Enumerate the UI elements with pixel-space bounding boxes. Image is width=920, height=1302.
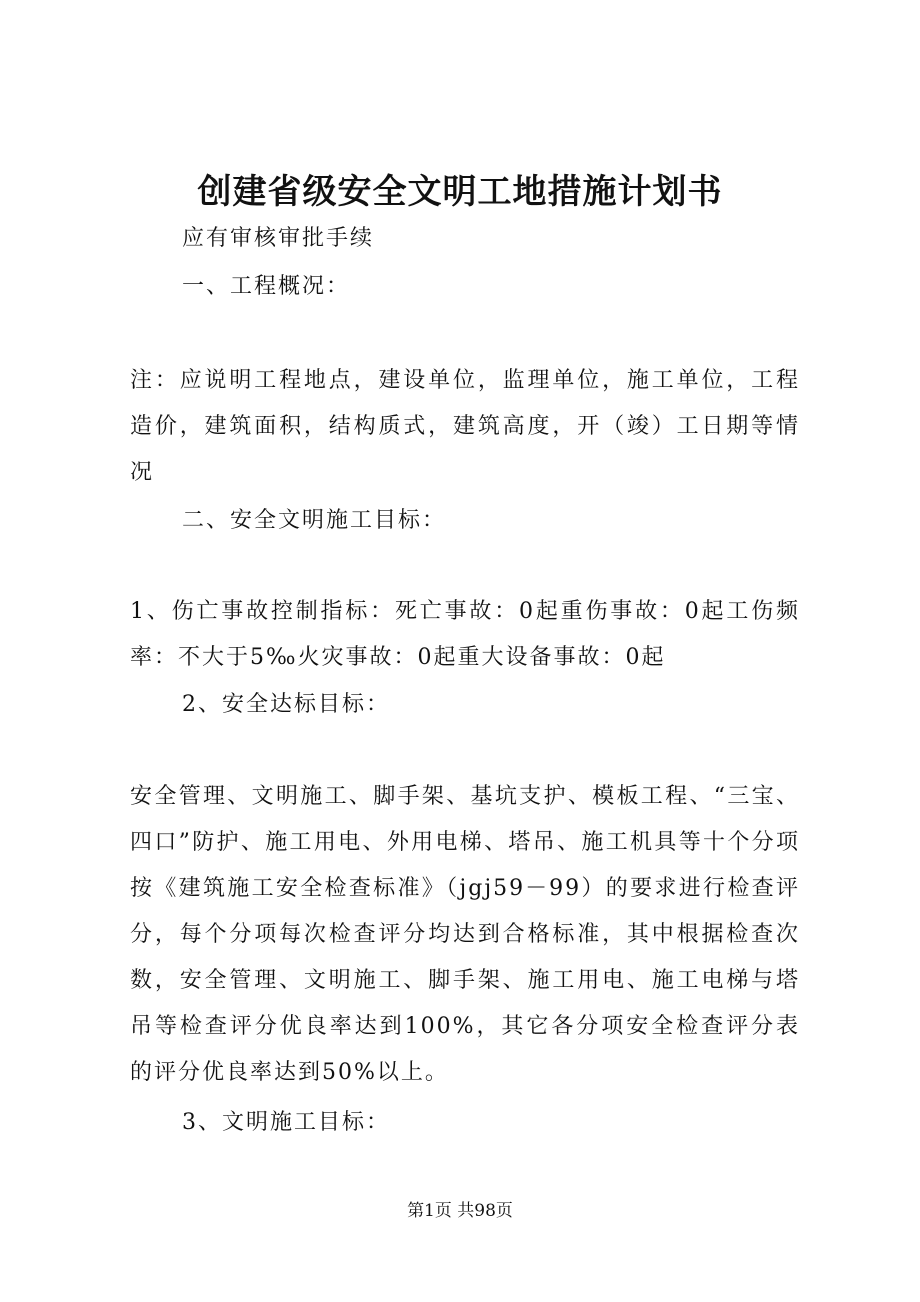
section2-heading: 二、安全文明施工目标： (182, 508, 447, 533)
item3-heading: 3、文明施工目标： (182, 1110, 390, 1135)
page-indicator: 第1页 共98页 (407, 1201, 513, 1221)
item2-text: 安全管理、文明施工、脚手架、基坑支护、模板工程、“三宝、四口”防护、施工用电、外用电梯、塔吊、施工机具等十个分项按《建筑施工安全检查标准》（jgj59－99）的要求进行检查评分，每个分项每次检查评分均达到合格标准，其中根据检查次数，安全管理、文明施工、脚手架、施工用电、施工电梯与塔吊等检查评分优良率达到100%，其它各分项安全检查评分表的评分优良率达到50%以上。 (130, 784, 800, 1085)
item1-text: 1、伤亡事故控制指标：死亡事故：0起重伤事故：0起工伤频率：不大于5‰火灾事故：0起重大设备事故：0起 (130, 599, 800, 670)
item2-heading: 2、安全达标目标： (182, 692, 390, 717)
approval-note: 应有审核审批手续 (182, 226, 375, 251)
document-title: 创建省级安全文明工地措施计划书 (197, 172, 723, 212)
section1-heading: 一、工程概况： (182, 274, 351, 299)
section1-note: 注：应说明工程地点，建设单位，监理单位，施工单位，工程造价，建筑面积，结构质式，建筑高度，开（竣）工日期等情况 (130, 368, 800, 485)
